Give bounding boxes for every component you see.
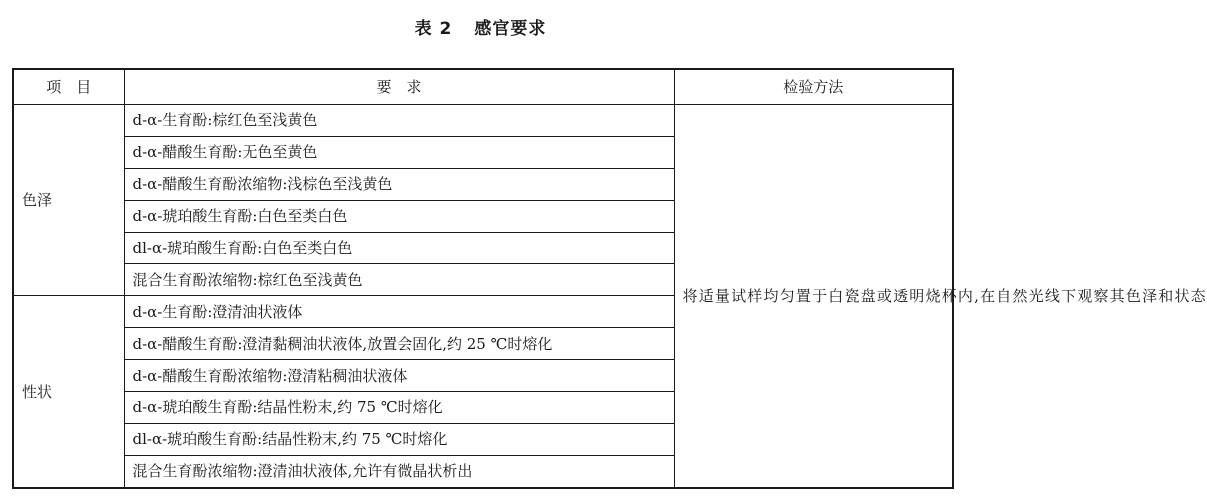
method-cell: 将适量试样均匀置于白瓷盘或透明烧杯内,在自然光线下观察其色泽和状态 (674, 105, 953, 488)
group-color: 色泽 (13, 105, 124, 296)
table-number: 表 2 (414, 19, 453, 39)
requirement-cell: d-α-生育酚:澄清油状液体 (124, 296, 674, 328)
header-method: 检验方法 (674, 69, 953, 105)
table-caption (0, 14, 961, 39)
requirement-cell: d-α-琥珀酸生育酚:白色至类白色 (124, 200, 674, 232)
requirement-cell: dl-α-琥珀酸生育酚:结晶性粉末,约 75 ℃时熔化 (124, 423, 674, 455)
requirement-cell: 混合生育酚浓缩物:澄清油状液体,允许有微晶状析出 (124, 455, 674, 487)
header-row (13, 69, 953, 105)
header-requirement: 要 求 (124, 69, 674, 105)
requirement-cell: 混合生育酚浓缩物:棕红色至浅黄色 (124, 264, 674, 296)
requirement-cell: d-α-醋酸生育酚:澄清黏稠油状液体,放置会固化,约 25 ℃时熔化 (124, 328, 674, 360)
table-title: 感官要求 (474, 19, 547, 39)
requirement-cell: dl-α-琥珀酸生育酚:白色至类白色 (124, 232, 674, 264)
group-appearance: 性状 (13, 296, 124, 488)
requirement-cell: d-α-生育酚:棕红色至浅黄色 (124, 105, 674, 137)
header-item: 项 目 (13, 69, 124, 105)
table-row (13, 105, 953, 137)
sensory-requirements-table (12, 68, 1207, 489)
requirement-cell: d-α-琥珀酸生育酚:结晶性粉末,约 75 ℃时熔化 (124, 392, 674, 424)
requirement-cell: d-α-醋酸生育酚浓缩物:澄清粘稠油状液体 (124, 360, 674, 392)
requirement-cell: d-α-醋酸生育酚:无色至黄色 (124, 136, 674, 168)
requirement-cell: d-α-醋酸生育酚浓缩物:浅棕色至浅黄色 (124, 168, 674, 200)
